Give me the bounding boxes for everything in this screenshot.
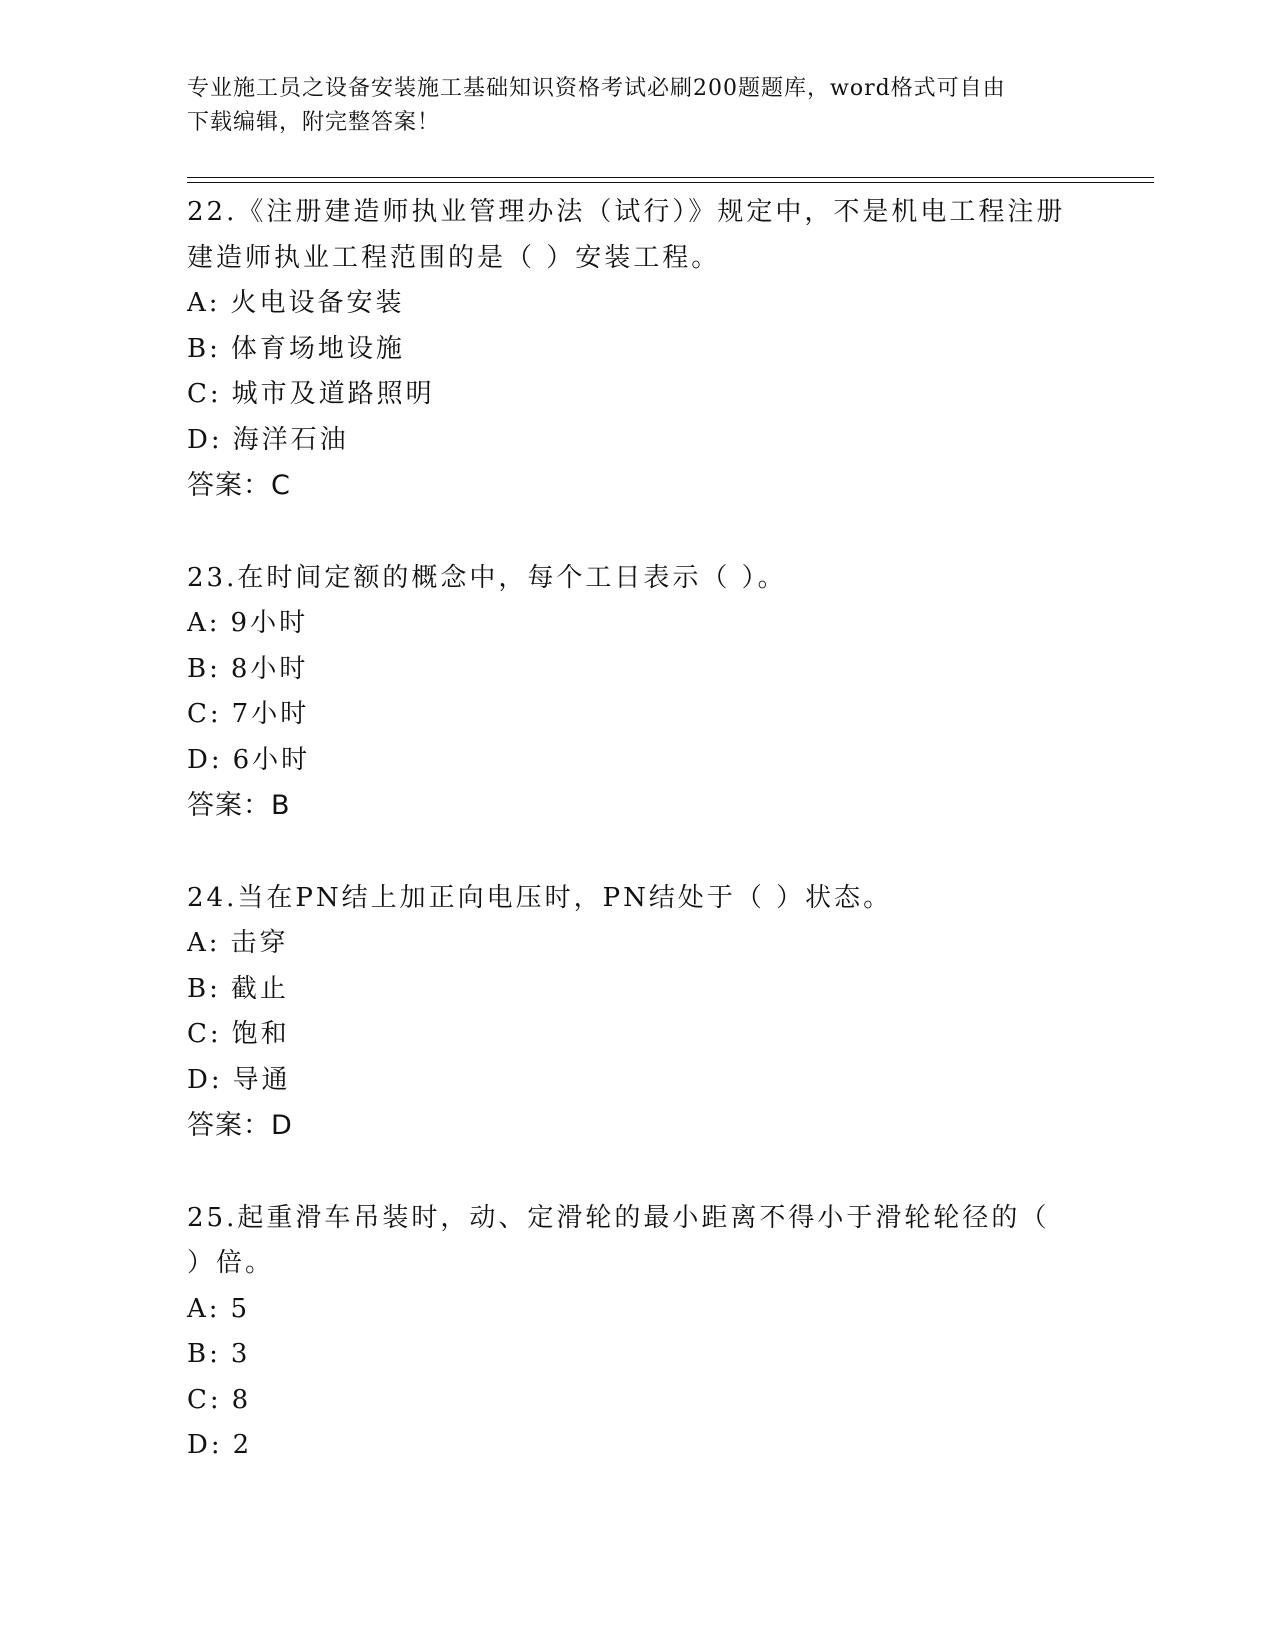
- option-c: [187, 692, 1087, 738]
- option-text: 7小时: [231, 699, 310, 729]
- answer-label: 答案：B: [187, 790, 291, 821]
- option-text: 3: [230, 1339, 251, 1369]
- option-a: [187, 601, 1087, 647]
- option-letter: B:: [187, 973, 221, 1004]
- option-text: 海洋石油: [232, 424, 349, 455]
- option-letter: C:: [187, 1384, 222, 1415]
- document-header: [187, 72, 1067, 140]
- option-text: 导通: [232, 1064, 291, 1095]
- answer-label: 答案：C: [187, 470, 291, 501]
- option-d: [187, 1058, 1087, 1104]
- option-letter: C:: [187, 379, 222, 409]
- option-text: 城市及道路照明: [231, 379, 435, 409]
- question-spacer: [187, 509, 1087, 556]
- option-letter: A:: [187, 928, 221, 958]
- header-line-2: 下载编辑，附完整答案！: [187, 110, 441, 135]
- question-25: [187, 1196, 1087, 1469]
- option-letter: D:: [187, 1430, 223, 1460]
- option-text: 5: [230, 1293, 251, 1324]
- option-d: [187, 418, 1087, 464]
- question-list: [187, 190, 1087, 1469]
- option-text: 火电设备安装: [230, 288, 405, 318]
- question-23: [187, 556, 1087, 829]
- option-c: [187, 1378, 1087, 1424]
- question-spacer: [187, 829, 1087, 876]
- option-letter: B:: [187, 1339, 221, 1369]
- option-letter: C:: [187, 699, 222, 729]
- header-divider-top: [187, 177, 1154, 178]
- option-letter: A:: [187, 608, 221, 638]
- option-letter: D:: [187, 424, 223, 455]
- option-a: [187, 1287, 1087, 1333]
- option-b: [187, 967, 1087, 1013]
- option-text: 击穿: [230, 928, 289, 958]
- option-d: [187, 738, 1087, 784]
- option-text: 饱和: [231, 1019, 290, 1049]
- option-b: [187, 1332, 1087, 1378]
- question-24: [187, 876, 1087, 1149]
- option-text: 体育场地设施: [230, 333, 405, 364]
- option-b: [187, 647, 1087, 693]
- option-c: [187, 372, 1087, 418]
- question-stem-line-1: 24.当在PN结上加正向电压时，PN结处于（ ）状态。: [187, 882, 893, 913]
- option-letter: D:: [187, 1064, 223, 1095]
- option-text: 2: [232, 1430, 253, 1460]
- question-stem-line-2: ）倍。: [187, 1248, 275, 1278]
- header-line-1: 专业施工员之设备安装施工基础知识资格考试必刷200题题库，word格式可自由: [187, 76, 1006, 101]
- question-22: [187, 190, 1087, 509]
- answer-label: 答案：D: [187, 1110, 293, 1141]
- option-c: [187, 1012, 1087, 1058]
- option-letter: B:: [187, 333, 221, 364]
- question-stem-line-1: 23.在时间定额的概念中，每个工日表示（ ）。: [187, 562, 787, 593]
- option-text: 截止: [230, 973, 289, 1004]
- question-stem-line-2: 建造师执业工程范围的是（ ）安装工程。: [187, 242, 721, 273]
- option-letter: D:: [187, 744, 223, 775]
- option-text: 8小时: [230, 653, 309, 684]
- question-spacer: [187, 1149, 1087, 1196]
- option-text: 9小时: [230, 608, 309, 638]
- option-a: [187, 921, 1087, 967]
- option-letter: B:: [187, 653, 221, 684]
- option-letter: A:: [187, 288, 221, 318]
- header-divider-bottom: [187, 182, 1154, 183]
- option-text: 6小时: [232, 744, 311, 775]
- option-letter: C:: [187, 1019, 222, 1049]
- option-a: [187, 281, 1087, 327]
- question-stem-line-1: 25.起重滑车吊装时，动、定滑轮的最小距离不得小于滑轮轮径的（: [187, 1202, 1050, 1233]
- option-b: [187, 327, 1087, 373]
- option-d: [187, 1423, 1087, 1469]
- option-text: 8: [231, 1384, 252, 1415]
- question-stem-line-1: 22.《注册建造师执业管理办法（试行）》规定中，不是机电工程注册: [187, 197, 1066, 227]
- option-letter: A:: [187, 1293, 221, 1324]
